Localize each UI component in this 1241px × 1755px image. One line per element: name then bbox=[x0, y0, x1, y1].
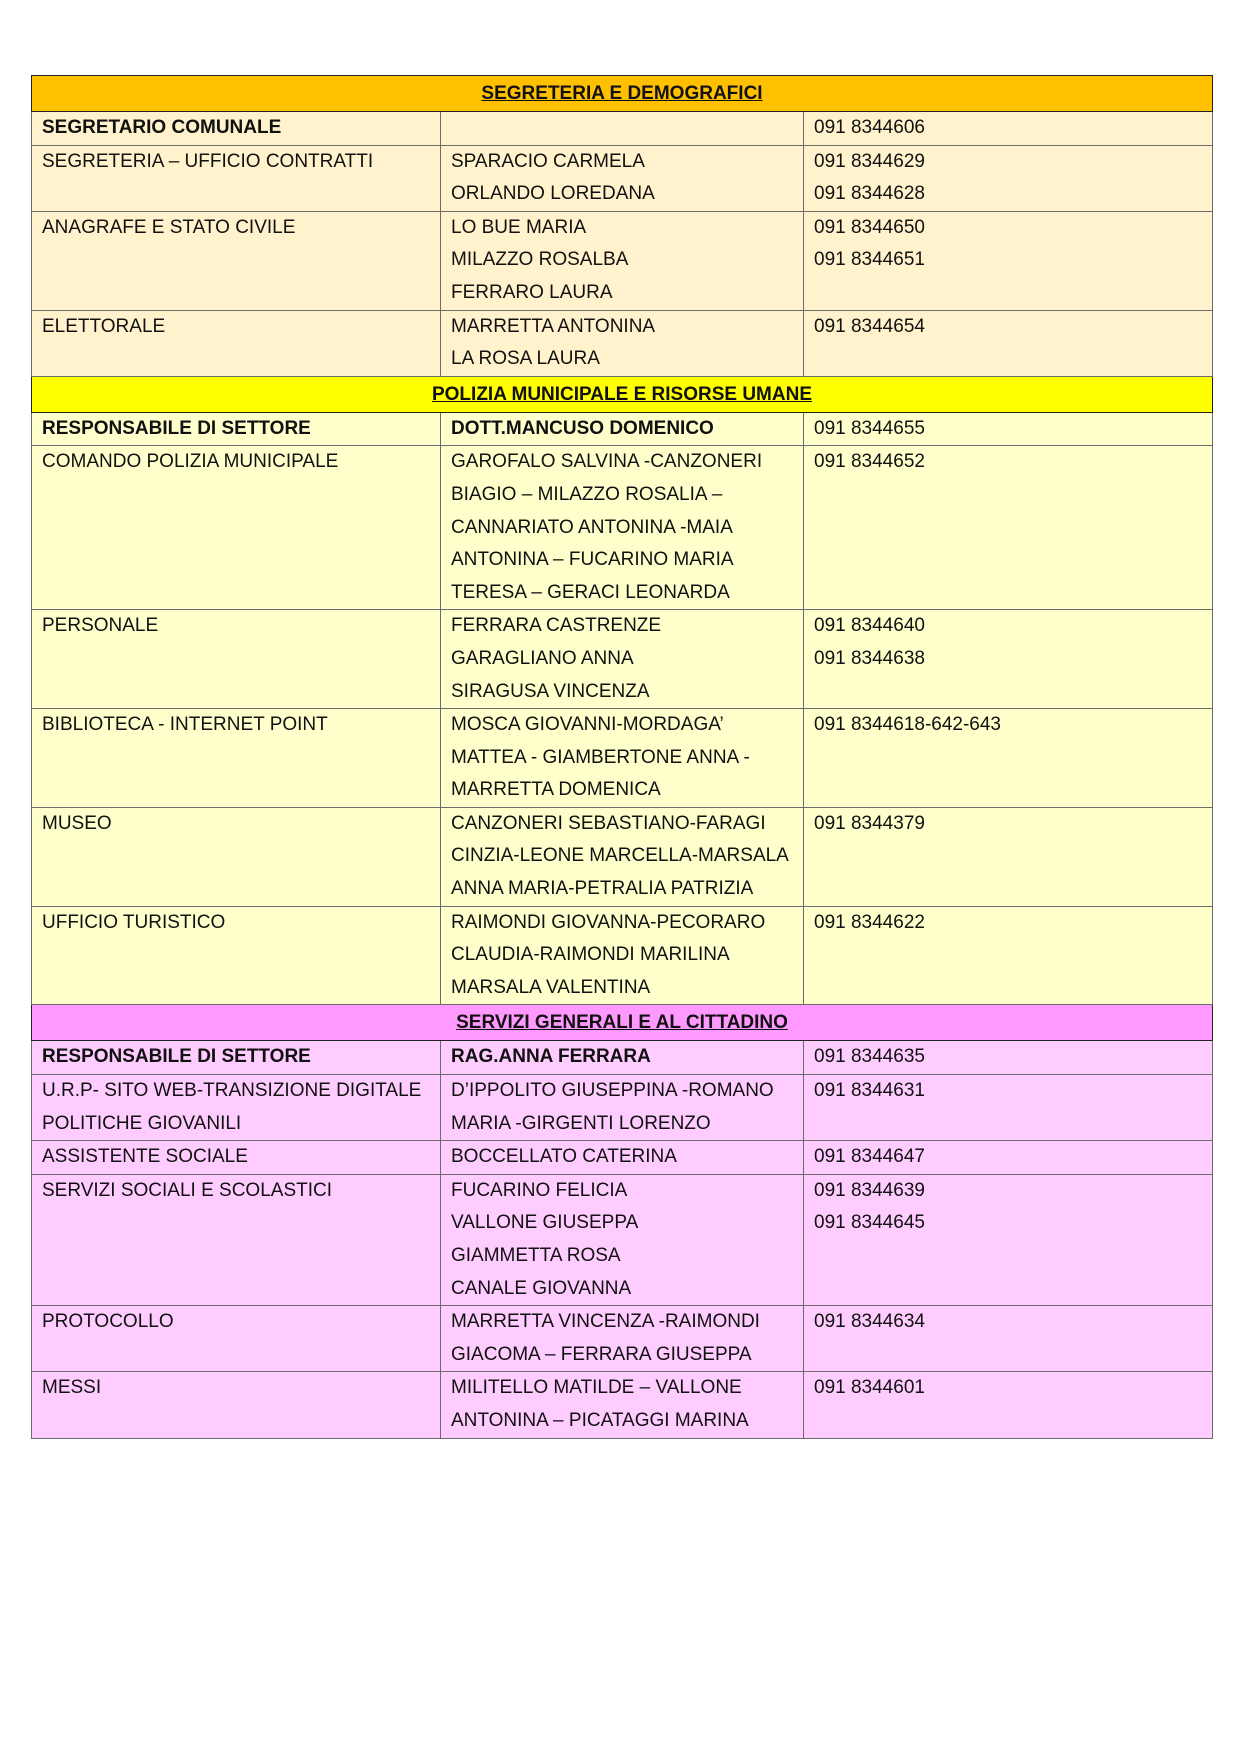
office-name: SEGRETERIA – UFFICIO CONTRATTI bbox=[42, 150, 374, 172]
staff-name: ORLANDO LOREDANA bbox=[451, 183, 655, 205]
phone-cell bbox=[804, 807, 1213, 906]
phone-cell bbox=[804, 112, 1213, 146]
staff-name: CANZONERI SEBASTIANO-FARAGI bbox=[451, 812, 766, 834]
office-cell bbox=[32, 1174, 441, 1305]
phone-cell bbox=[804, 906, 1213, 1005]
staff-name: MOSCA GIOVANNI-MORDAGA’ bbox=[451, 714, 724, 736]
phone-cell bbox=[804, 610, 1213, 709]
phone-number: 091 8344606 bbox=[814, 117, 925, 138]
phone-cell bbox=[804, 709, 1213, 808]
phone-number: 091 8344631 bbox=[814, 1080, 925, 1102]
table-row bbox=[32, 807, 1213, 906]
table-row bbox=[32, 610, 1213, 709]
phone-number: 091 8344635 bbox=[814, 1046, 925, 1068]
table-row bbox=[32, 1041, 1213, 1075]
office-name: UFFICIO TURISTICO bbox=[42, 911, 226, 933]
office-name: ELETTORALE bbox=[42, 315, 166, 337]
phone-number: 091 8344629 bbox=[814, 150, 925, 172]
phone-number: 091 8344654 bbox=[814, 315, 925, 337]
staff-name: ANTONINA – FUCARINO MARIA bbox=[451, 549, 734, 571]
phone-cell bbox=[804, 310, 1213, 376]
section-title: SERVIZI GENERALI E AL CITTADINO bbox=[32, 1005, 1213, 1041]
phone-number: 091 8344645 bbox=[814, 1212, 925, 1234]
section-header-segreteria-e-demografici bbox=[32, 76, 1213, 112]
staff-name: CANNARIATO ANTONINA -MAIA bbox=[451, 516, 733, 538]
office-name: MESSI bbox=[42, 1377, 102, 1399]
staff-name: FUCARINO FELICIA bbox=[451, 1179, 628, 1201]
table-row bbox=[32, 211, 1213, 310]
office-cell bbox=[32, 1075, 441, 1141]
table-row bbox=[32, 145, 1213, 211]
phone-number: 091 8344628 bbox=[814, 183, 925, 205]
staff-cell bbox=[441, 1141, 804, 1175]
staff-name: MARRETTA DOMENICA bbox=[451, 779, 661, 801]
staff-name: GIAMMETTA ROSA bbox=[451, 1245, 621, 1266]
table-row bbox=[32, 1141, 1213, 1175]
staff-cell bbox=[441, 1075, 804, 1141]
staff-cell bbox=[441, 1372, 804, 1438]
phone-number: 091 8344622 bbox=[814, 911, 925, 933]
staff-name: DOTT.MANCUSO DOMENICO bbox=[451, 417, 714, 439]
staff-name: MARRETTA VINCENZA -RAIMONDI bbox=[451, 1311, 760, 1333]
staff-cell bbox=[441, 412, 804, 446]
office-name: U.R.P- SITO WEB-TRANSIZIONE DIGITALE bbox=[42, 1080, 422, 1102]
office-name: RESPONSABILE DI SETTORE bbox=[42, 1046, 311, 1068]
table-row bbox=[32, 446, 1213, 610]
phone-number: 091 8344638 bbox=[814, 647, 925, 669]
staff-cell bbox=[441, 112, 804, 146]
phone-cell bbox=[804, 1141, 1213, 1175]
phone-number: 091 8344652 bbox=[814, 451, 925, 473]
empty-cell bbox=[451, 112, 803, 145]
table-row bbox=[32, 1372, 1213, 1438]
phone-cell bbox=[804, 145, 1213, 211]
table-row bbox=[32, 906, 1213, 1005]
table-row bbox=[32, 709, 1213, 808]
staff-name: RAIMONDI GIOVANNA-PECORARO bbox=[451, 911, 766, 933]
staff-name: ANTONINA – PICATAGGI MARINA bbox=[451, 1409, 749, 1431]
staff-name: GIACOMA – FERRARA GIUSEPPA bbox=[451, 1343, 752, 1365]
office-name: COMANDO POLIZIA MUNICIPALE bbox=[42, 451, 339, 473]
office-name: POLITICHE GIOVANILI bbox=[42, 1112, 242, 1134]
staff-name: BOCCELLATO CATERINA bbox=[451, 1146, 677, 1168]
office-name: RESPONSABILE DI SETTORE bbox=[42, 417, 311, 439]
staff-cell bbox=[441, 709, 804, 808]
staff-name: MARIA -GIRGENTI LORENZO bbox=[451, 1112, 711, 1134]
office-name: MUSEO bbox=[42, 812, 112, 834]
office-cell bbox=[32, 807, 441, 906]
office-cell bbox=[32, 446, 441, 610]
office-cell bbox=[32, 709, 441, 808]
staff-name: SPARACIO CARMELA bbox=[451, 150, 645, 172]
phone-number: 091 8344379 bbox=[814, 812, 925, 834]
staff-name: ANNA MARIA-PETRALIA PATRIZIA bbox=[451, 878, 754, 900]
staff-name: GAROFALO SALVINA -CANZONERI bbox=[451, 451, 763, 473]
phone-number: 091 8344639 bbox=[814, 1179, 925, 1201]
phone-number: 091 8344650 bbox=[814, 216, 925, 238]
phone-cell bbox=[804, 1372, 1213, 1438]
office-cell bbox=[32, 1372, 441, 1438]
phone-cell bbox=[804, 1075, 1213, 1141]
office-cell bbox=[32, 1041, 441, 1075]
staff-name: LO BUE MARIA bbox=[451, 216, 587, 238]
staff-name: MARSALA VALENTINA bbox=[451, 976, 651, 998]
phone-number: 091 8344651 bbox=[814, 249, 925, 271]
staff-name: MILAZZO ROSALBA bbox=[451, 249, 629, 271]
phone-number: 091 8344618-642-643 bbox=[814, 714, 1002, 736]
office-name: ASSISTENTE SOCIALE bbox=[42, 1146, 248, 1168]
staff-name: MATTEA - GIAMBERTONE ANNA - bbox=[451, 746, 750, 768]
phone-number: 091 8344655 bbox=[814, 417, 925, 439]
phone-cell bbox=[804, 211, 1213, 310]
staff-name: FERRARO LAURA bbox=[451, 281, 613, 303]
section-title: SEGRETERIA E DEMOGRAFICI bbox=[32, 76, 1213, 112]
office-cell bbox=[32, 211, 441, 310]
contacts-table-body bbox=[32, 76, 1213, 1439]
office-cell bbox=[32, 112, 441, 146]
contacts-table bbox=[31, 75, 1213, 1439]
office-cell bbox=[32, 610, 441, 709]
staff-cell bbox=[441, 1174, 804, 1305]
office-name: SEGRETARIO COMUNALE bbox=[42, 117, 282, 138]
phone-number: 091 8344634 bbox=[814, 1311, 925, 1333]
table-row bbox=[32, 1075, 1213, 1141]
staff-name: SIRAGUSA VINCENZA bbox=[451, 680, 650, 702]
staff-cell bbox=[441, 446, 804, 610]
staff-cell bbox=[441, 211, 804, 310]
office-cell bbox=[32, 906, 441, 1005]
table-row bbox=[32, 112, 1213, 146]
phone-cell bbox=[804, 1174, 1213, 1305]
staff-cell bbox=[441, 906, 804, 1005]
office-cell bbox=[32, 1141, 441, 1175]
staff-name: CANALE GIOVANNA bbox=[451, 1277, 632, 1299]
office-name: PROTOCOLLO bbox=[42, 1311, 174, 1333]
staff-name: LA ROSA LAURA bbox=[451, 348, 600, 370]
staff-name: CLAUDIA-RAIMONDI MARILINA bbox=[451, 944, 730, 966]
office-cell bbox=[32, 412, 441, 446]
phone-number: 091 8344640 bbox=[814, 615, 925, 637]
staff-name: RAG.ANNA FERRARA bbox=[451, 1046, 651, 1068]
office-cell bbox=[32, 1306, 441, 1372]
staff-cell bbox=[441, 610, 804, 709]
table-row bbox=[32, 1306, 1213, 1372]
office-name: SERVIZI SOCIALI E SCOLASTICI bbox=[42, 1179, 333, 1201]
table-row bbox=[32, 310, 1213, 376]
section-header-polizia-municipale-e-risorse-umane bbox=[32, 376, 1213, 412]
staff-cell bbox=[441, 1306, 804, 1372]
staff-name: BIAGIO – MILAZZO ROSALIA – bbox=[451, 483, 723, 505]
office-name: PERSONALE bbox=[42, 615, 159, 637]
phone-cell bbox=[804, 1041, 1213, 1075]
phone-cell bbox=[804, 412, 1213, 446]
phone-number: 091 8344601 bbox=[814, 1377, 925, 1399]
staff-name: MILITELLO MATILDE – VALLONE bbox=[451, 1377, 742, 1399]
staff-name: VALLONE GIUSEPPA bbox=[451, 1212, 639, 1234]
office-name: ANAGRAFE E STATO CIVILE bbox=[42, 216, 296, 238]
staff-name: GARAGLIANO ANNA bbox=[451, 647, 634, 669]
staff-cell bbox=[441, 310, 804, 376]
staff-cell bbox=[441, 145, 804, 211]
staff-name: TERESA – GERACI LEONARDA bbox=[451, 581, 730, 603]
office-cell bbox=[32, 145, 441, 211]
staff-name: D’IPPOLITO GIUSEPPINA -ROMANO bbox=[451, 1080, 774, 1102]
section-title: POLIZIA MUNICIPALE E RISORSE UMANE bbox=[32, 376, 1213, 412]
phone-cell bbox=[804, 1306, 1213, 1372]
staff-cell bbox=[441, 807, 804, 906]
phone-number: 091 8344647 bbox=[814, 1146, 925, 1168]
table-row bbox=[32, 412, 1213, 446]
staff-cell bbox=[441, 1041, 804, 1075]
office-name: BIBLIOTECA - INTERNET POINT bbox=[42, 714, 328, 736]
staff-name: MARRETTA ANTONINA bbox=[451, 315, 656, 337]
phone-cell bbox=[804, 446, 1213, 610]
staff-name: CINZIA-LEONE MARCELLA-MARSALA bbox=[451, 845, 789, 867]
table-row bbox=[32, 1174, 1213, 1305]
section-header-servizi-generali-e-al-cittadino bbox=[32, 1005, 1213, 1041]
office-cell bbox=[32, 310, 441, 376]
staff-name: FERRARA CASTRENZE bbox=[451, 615, 662, 637]
